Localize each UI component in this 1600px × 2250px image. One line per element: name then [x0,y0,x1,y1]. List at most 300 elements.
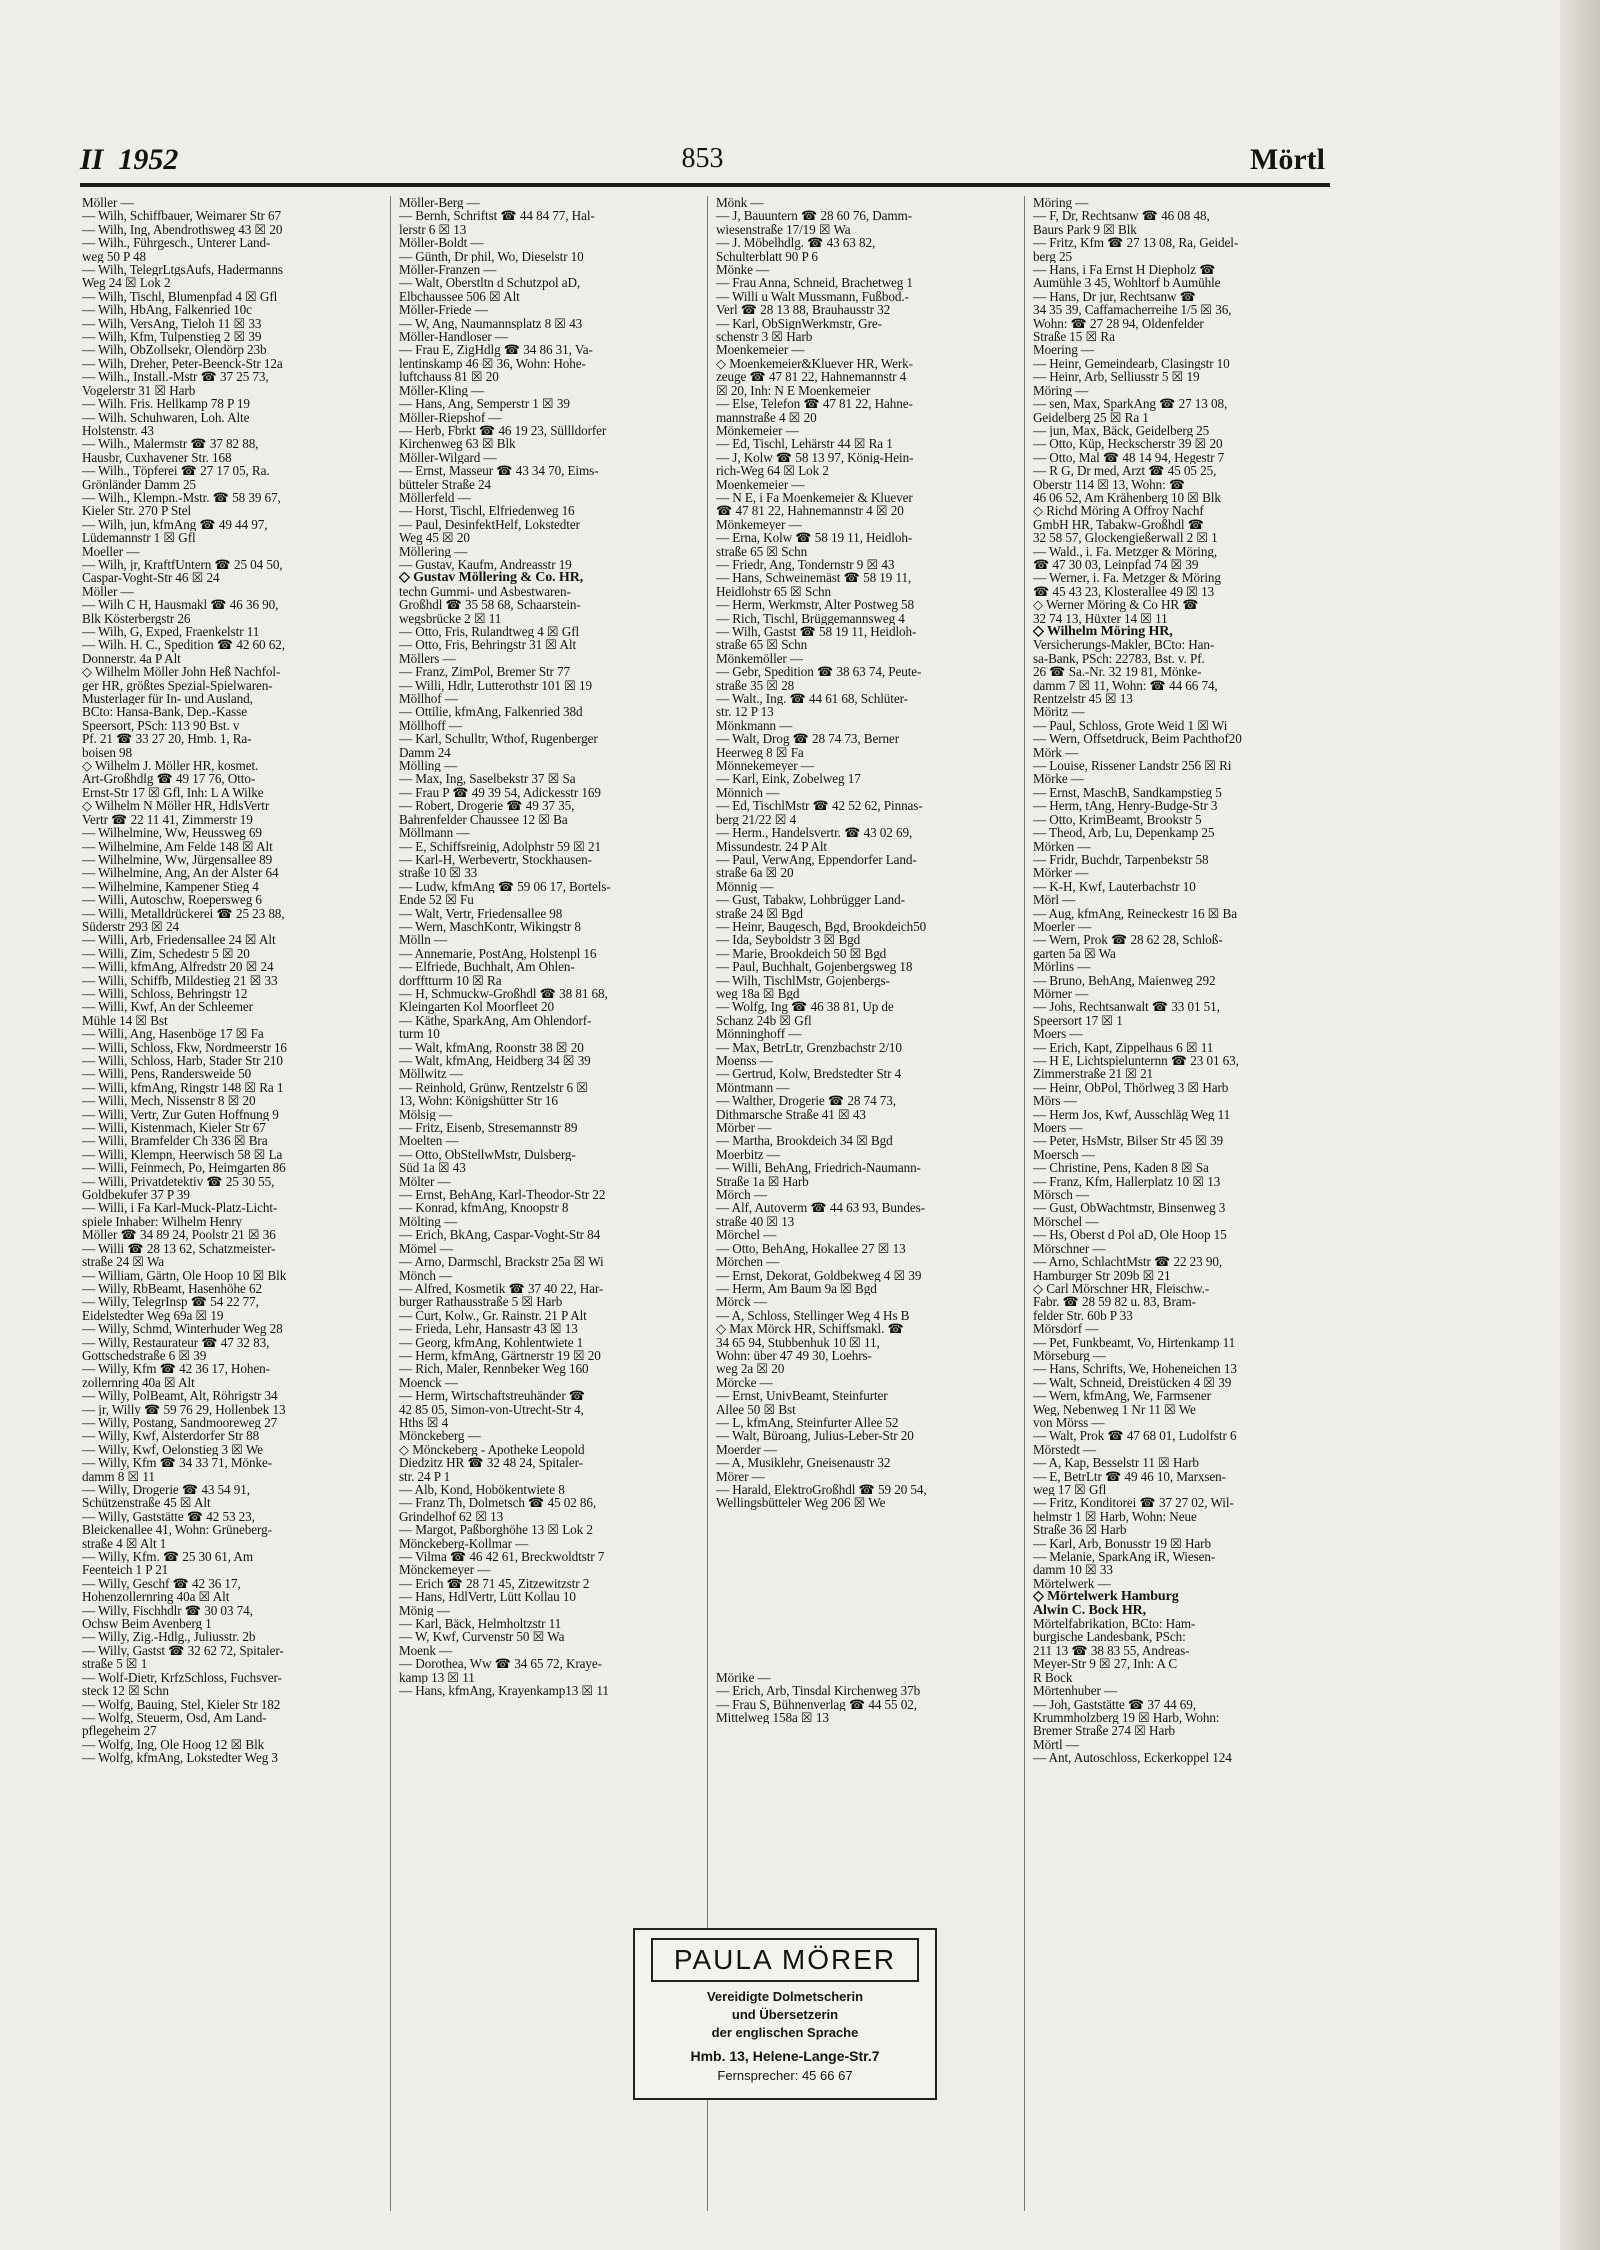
directory-entry-line: Bremer Straße 274 ☒ Harb [1033,1724,1175,1738]
directory-entry-line [716,1577,1016,1590]
directory-entry-line: — Wolf-Dietr, KrfzSchloss, Fuchsver- [82,1670,282,1685]
directory-entry-line: — Willy, TelegrInsp ☎ 54 22 77, [82,1295,259,1309]
directory-entry-line: — Wilh., Führgesch., Unterer Land- [82,236,271,250]
directory-entry-line: — K-H, Kwf, Lauterbachstr 10 [1033,879,1196,894]
directory-entry-line: ◇ Gustav Möllering & Co. HR, [399,571,584,585]
directory-entry-line: 211 13 ☎ 38 83 55, Andreas- [1033,1643,1190,1658]
directory-entry-line: — J, Kolw ☎ 58 13 97, König-Hein- [716,450,914,465]
directory-entry-line: — Heinr, ObPol, Thörlweg 3 ☒ Harb [1033,1080,1229,1095]
directory-entry-line: — Wilh, Ing, Abendrothsweg 43 ☒ 20 [82,222,283,237]
directory-entry-line: — Fritz, Konditorei ☎ 37 27 02, Wil- [1033,1496,1234,1510]
directory-entry-line: spiele Inhaber: Wilhelm Henry [82,1214,243,1229]
directory-entry-line: — L, kfmAng, Steinfurter Allee 52 [716,1415,899,1430]
directory-entry-line: straße 10 ☒ 33 [399,866,478,880]
directory-entry-line: — Wilh. Fris. Hellkamp 78 P 19 [82,397,250,411]
directory-column-3 [716,196,1016,2216]
directory-entry-line: — Ernst, Dekorat, Goldbekweg 4 ☒ 39 [716,1268,922,1282]
directory-entry-line: Heerweg 8 ☒ Fa [716,745,804,760]
directory-entry-line: Moenss — [716,1054,773,1068]
directory-entry-line: Möritz — [1033,705,1085,719]
directory-entry-line: — Willy, Gaststätte ☎ 42 53 23, [82,1509,255,1524]
directory-entry-line: — Willi, Metalldrückerei ☎ 25 23 88, [82,906,285,920]
ad-address: Hmb. 13, Helene-Lange-Str.7 [690,2048,880,2064]
directory-entry-line: wegsbrücke 2 ☒ 11 [399,611,502,625]
directory-entry-line: — Wilh, Dreher, Peter-Beenck-Str 12a [82,356,283,371]
directory-entry-line: Moenkemeier — [716,477,805,491]
directory-entry-line: — Fritz, Kfm ☎ 27 13 08, Ra, Geidel- [1033,236,1239,250]
directory-entry-line: ◇ Werner Möring & Co HR ☎ [1033,598,1199,612]
directory-entry-line: turm 10 [399,1027,440,1041]
directory-entry-line: Damm 24 [399,745,451,760]
directory-entry-line: Art-Großhdlg ☎ 49 17 76, Otto- [82,772,256,786]
directory-entry-line: ◇ Richd Möring A Offroy Nachf [1033,504,1204,518]
directory-entry-line: — H, Schmuckw-Großhdl ☎ 38 81 68, [399,986,608,1001]
directory-entry-line: Möring — [1033,196,1089,210]
directory-entry-line: Moelten — [399,1134,459,1148]
directory-entry-line: Möllerfeld — [399,490,471,505]
directory-entry-line: — Wolfg, Bauing, Stel, Kieler Str 182 [82,1697,281,1711]
directory-entry-line [716,1550,1016,1563]
directory-entry-line: BCto: Hansa-Bank, Dep.-Kasse [82,705,247,719]
directory-entry-line: straße 4 ☒ Alt 1 [82,1536,167,1551]
directory-entry-line: — Elfriede, Buchhalt, Am Ohlen- [399,960,575,974]
directory-entry-line: Moenk — [399,1643,453,1658]
directory-entry-line: ◇ Mönckeberg - Apotheke Leopold [399,1442,585,1457]
directory-entry-line: Mönkemeier — [716,423,799,438]
directory-entry-line: steck 12 ☒ Schn [82,1684,169,1698]
directory-entry-line: Mölln — [399,933,448,947]
directory-entry-line: Möllhoff — [399,718,462,733]
directory-entry-line: Musterlager für In- und Ausland, [82,692,253,706]
directory-entry-line: Möller-Berg — [399,196,480,210]
directory-entry-line: — Willi, Kistenmach, Kieler Str 67 [82,1121,266,1135]
directory-entry-line: — Karl-H, Werbevertr, Stockhausen- [399,852,592,867]
directory-entry-line: Speersort, PSch: 113 90 Bst. v [82,718,240,733]
directory-entry-line: — E, BetrLtr ☎ 49 46 10, Marxsen- [1033,1469,1226,1483]
directory-entry-line: Mönke — [716,263,770,277]
directory-entry-line: Mönkemeyer — [716,517,802,532]
directory-entry-line: — Willi, Kwf, An der Schleemer [82,1000,253,1014]
directory-entry-line: dorfftturm 10 ☒ Ra [399,973,502,987]
directory-entry-line: Möller-Boldt — [399,236,484,250]
directory-entry-line: — Wilh., Malermstr ☎ 37 82 88, [82,437,259,451]
directory-entry-line: R Bock [1033,1670,1073,1685]
directory-entry-line: — W, Kwf, Curvenstr 50 ☒ Wa [399,1630,565,1644]
ad-line-1: Vereidigte Dolmetscherin [706,1989,864,2004]
directory-entry-line: Wohn: über 47 49 30, Loehrs- [716,1348,872,1363]
directory-entry-line: — H E, Lichtspielunternn ☎ 23 01 63, [1033,1054,1239,1068]
directory-entry-line: boisen 98 [82,745,133,760]
directory-entry-line: 34 65 94, Stubbenhuk 10 ☒ 11, [716,1335,880,1349]
directory-entry-line: — Margot, Paßborghöhe 13 ☒ Lok 2 [399,1523,593,1537]
directory-entry-line: — Ernst, BehAng, Karl-Theodor-Str 22 [399,1188,606,1202]
directory-entry-line: — Wilh., Töpferei ☎ 27 17 05, Ra. [82,464,270,478]
directory-entry-line: rich-Weg 64 ☒ Lok 2 [716,464,829,478]
directory-entry-line: — Willy, Restaurateur ☎ 47 32 83, [82,1335,270,1349]
directory-entry-line: — Reinhold, Grünw, Rentzelstr 6 ☒ [399,1080,588,1095]
directory-entry-line: Straße 1a ☒ Harb [716,1174,809,1189]
directory-entry-line: — Willy, Kfm. ☎ 25 30 61, Am [82,1550,253,1564]
directory-entry-line: — Wilh, TelegrLtgsAufs, Hadermanns [82,263,283,277]
directory-entry-line: Mörtenhuber — [1033,1684,1118,1698]
directory-entry-line: — Willi, Hdlr, Lutterothstr 101 ☒ 19 [399,678,592,693]
directory-entry-line: — Wilhelmine, Ww, Jürgensallee 89 [82,852,273,867]
directory-entry-line: straße 24 ☒ Wa [82,1255,164,1269]
directory-entry-line: — Herm, Werkmstr, Alter Postweg 58 [716,598,915,612]
directory-entry-line: — Heinr, Gemeindearb, Clasingstr 10 [1033,356,1230,371]
directory-entry-line: — Wilh, Tischl, Blumenpfad 4 ☒ Gfl [82,289,278,304]
directory-entry-line: weg 18a ☒ Bgd [716,986,800,1001]
directory-entry-line: — Günth, Dr phil, Wo, Dieselstr 10 [399,249,584,264]
directory-entry-line: Speersort 17 ☒ 1 [1033,1013,1123,1028]
directory-entry-line: Wohn: ☎ 27 28 94, Oldenfelder [1033,316,1204,331]
directory-entry-line: Feenteich 1 P 21 [82,1563,169,1577]
directory-entry-line: — J. Möbelhdlg. ☎ 43 63 82, [716,236,876,250]
directory-entry-line: — N E, i Fa Moenkemeier & Kluever [716,490,913,505]
directory-entry-line: straße 40 ☒ 13 [716,1214,795,1229]
directory-entry-line: — Louise, Rissener Landstr 256 ☒ Ri [1033,759,1232,773]
directory-entry-line: — Wilh. H. C., Spedition ☎ 42 60 62, [82,638,285,652]
directory-entry-line: — Wilh, jun, kfmAng ☎ 49 44 97, [82,517,268,532]
directory-entry-line: Wellingsbütteler Weg 206 ☒ We [716,1496,886,1510]
directory-entry-line: Ende 52 ☒ Fu [399,893,474,907]
directory-entry-line: Möller — [82,196,134,210]
directory-entry-line: ◇ Wilhelm Möring HR, [1033,625,1173,639]
directory-entry-line: — Ernst, UnivBeamt, Steinfurter [716,1389,888,1403]
directory-entry-line: — Walt, kfmAng, Heidberg 34 ☒ 39 [399,1054,591,1068]
directory-entry-line: Moerler — [1033,919,1092,934]
directory-entry-line: Mönkmann — [716,718,793,733]
directory-entry-line: — E, Schiffsreinig, Adolphstr 59 ☒ 21 [399,839,602,853]
directory-entry-line: ☎ 47 81 22, Hahnemannstr 4 ☒ 20 [716,504,904,518]
directory-entry-line: Mörch — [716,1188,767,1202]
directory-entry-line: Möllhof — [399,692,458,706]
directory-entry-line: — Walt, Oberstltn d Schutzpol aD, [399,276,581,290]
directory-entry-line: — Willi, kfmAng, Alfredstr 20 ☒ 24 [82,960,274,974]
directory-entry-line: — Karl, Bäck, Helmholtzstr 11 [399,1617,562,1631]
directory-entry-line: — Otto, KrimBeamt, Brookstr 5 [1033,812,1202,827]
directory-columns [82,196,1330,2216]
directory-entry-line: Lüdemannstr 1 ☒ Gfl [82,531,196,545]
directory-entry-line: Süderstr 293 ☒ 24 [82,919,179,934]
directory-entry-line: ◇ Wilhelm Möller John Heß Nachfol- [82,665,281,679]
directory-entry-line: — Frau E, ZigHdlg ☎ 34 86 31, Va- [399,343,593,357]
directory-entry-line: Hohenzollernring 40a ☒ Alt [82,1590,230,1604]
directory-entry-line: — Theod, Arb, Lu, Depenkamp 25 [1033,826,1215,840]
directory-entry-line: — Herm, kfmAng, Gärtnerstr 19 ☒ 20 [399,1348,601,1363]
directory-entry-line: — Willy, RbBeamt, Hasenhöhe 62 [82,1281,262,1296]
directory-entry-line: damm 7 ☒ 11, Wohn: ☎ 44 66 74, [1033,678,1218,693]
directory-entry-line: — Hans, Schweinemäst ☎ 58 19 11, [716,571,912,585]
directory-entry-line: — Wilh, ObZollsekr, Olendörp 23b [82,343,267,357]
directory-entry-line: — Ernst, Masseur ☎ 43 34 70, Eims- [399,464,599,478]
directory-entry-line: — Pet, Funkbeamt, Vo, Hirtenkamp 11 [1033,1335,1236,1349]
directory-entry-line: straße 6a ☒ 20 [716,866,794,880]
directory-entry-line: Moers — [1033,1121,1083,1135]
directory-entry-line: Moerder — [716,1442,777,1457]
directory-entry-line: burger Rathausstraße 5 ☒ Harb [399,1295,563,1309]
guide-word: Mörtl [1250,143,1325,176]
directory-entry-line: Mönnich — [716,785,780,800]
directory-entry-line: mannstraße 4 ☒ 20 [716,410,817,424]
directory-entry-line: — Fridr, Buchdr, Tarpenbekstr 58 [1033,852,1209,867]
directory-entry-line: — Karl, ObSignWerkmstr, Gre- [716,316,882,331]
directory-entry-line: Pf. 21 ☎ 33 27 20, Hmb. 1, Ra- [82,732,252,746]
directory-entry-line: — Erich, Arb, Tinsdal Kirchenweg 37b [716,1684,921,1698]
directory-entry-line: — Willy, Schmd, Winterhuder Weg 28 [82,1322,283,1336]
directory-entry-line: damm 8 ☒ 11 [82,1469,155,1483]
directory-entry-line: — Wilhelmine, Am Felde 148 ☒ Alt [82,839,273,853]
directory-entry-line: — Hans, HdlVertr, Lütt Kollau 10 [399,1590,576,1604]
directory-entry-line: Mörsdorf — [1033,1322,1099,1336]
directory-entry-line: burgische Landesbank, PSch: [1033,1630,1186,1644]
directory-entry-line: Krummholzberg 19 ☒ Harb, Wohn: [1033,1710,1220,1725]
directory-entry-line: — Ed, TischlMstr ☎ 42 52 62, Pinnas- [716,799,923,813]
directory-entry-line: 32 74 13, Hüxter 14 ☒ 11 [1033,611,1168,625]
directory-entry-line: Allee 50 ☒ Bst [716,1402,796,1416]
directory-entry-line: Straße 36 ☒ Harb [1033,1523,1127,1537]
directory-entry-line: Rentzelstr 45 ☒ 13 [1033,692,1133,706]
directory-entry-line: — J, Bauuntern ☎ 28 60 76, Damm- [716,209,912,223]
directory-entry-line: — Willy, Kwf, Oelonstieg 3 ☒ We [82,1442,263,1457]
directory-entry-line: — Karl, Schulltr, Wthof, Rugenberger [399,732,598,746]
directory-entry-line: Ochsw Beim Avenberg 1 [82,1617,212,1631]
directory-entry-line: Mörker — [1033,866,1089,880]
directory-entry-line [716,1604,1016,1617]
directory-entry-line: Mörtelfabrikation, BCto: Ham- [1033,1617,1196,1631]
directory-entry-line: zeuge ☎ 47 81 22, Hahnemannstr 4 [716,370,907,384]
directory-entry-line: — Herm, tAng, Henry-Budge-Str 3 [1033,799,1218,813]
directory-entry-line: Möller-Kling — [399,383,485,398]
directory-entry-line: ◇ Max Mörck HR, Schiffsmakl. ☎ [716,1322,904,1336]
directory-entry-line: ☎ 47 30 03, Leinpfad 74 ☒ 39 [1033,557,1199,572]
year-label: 1952 [118,143,179,176]
directory-entry-line: Mörner — [1033,986,1089,1001]
directory-entry-line: — Wilh C H, Hausmakl ☎ 46 36 90, [82,598,279,612]
directory-entry-line: Goldbekufer 37 P 39 [82,1188,190,1202]
directory-entry-line: Heidlohstr 65 ☒ Schn [716,584,831,599]
directory-entry-line: 46 06 52, Am Krähenberg 10 ☒ Blk [1033,490,1221,505]
directory-entry-line: — W, Ang, Naumannsplatz 8 ☒ 43 [399,316,583,331]
directory-entry-line: — Hans, Dr jur, Rechtsanw ☎ [1033,289,1196,304]
directory-entry-line: — Wilhelmine, Kampener Stieg 4 [82,879,259,894]
directory-entry-line: von Mörss — [1033,1415,1105,1430]
directory-entry-line: Verl ☎ 28 13 88, Brauhausstr 32 [716,303,891,317]
directory-entry-line: Vogelerstr 31 ☒ Harb [82,383,196,398]
directory-entry-line: damm 10 ☒ 33 [1033,1563,1113,1577]
directory-entry-line: Mörschel — [1033,1214,1099,1229]
directory-entry-line: Mönckeberg-Kollmar — [399,1536,529,1551]
directory-entry-line: — Wilhelmine, Ww, Heussweg 69 [82,826,262,840]
directory-entry-line: — Wilh, Gastst ☎ 58 19 11, Heidloh- [716,625,917,639]
directory-entry-line: Kleingarten Kol Moorfleet 20 [399,1000,555,1014]
directory-entry-line: Moenck — [399,1375,458,1390]
directory-entry-line: Mörken — [1033,839,1091,853]
directory-entry-line: Dithmarsche Straße 41 ☒ 43 [716,1107,866,1122]
directory-entry-line: — Willy, Fischhdlr ☎ 30 03 74, [82,1603,253,1618]
directory-entry-line: Geidelberg 25 ☒ Ra 1 [1033,410,1149,424]
directory-entry-line: bütteler Straße 24 [399,477,491,491]
directory-entry-line: Fabr. ☎ 28 59 82 u. 83, Bram- [1033,1295,1196,1309]
directory-entry-line: — Walt, Büroang, Julius-Leber-Str 20 [716,1429,914,1443]
ad-phone: Fernsprecher: 45 66 67 [717,2068,853,2083]
directory-entry-line: GmbH HR, Tabakw-Großhdl ☎ [1033,517,1204,532]
directory-entry-line: Mörchen — [716,1255,780,1269]
page-number: 853 [681,143,724,174]
directory-entry-line: — Rich, Tischl, Brüggemannsweg 4 [716,611,905,625]
directory-entry-line [716,1537,1016,1550]
directory-entry-line: — Wern, Offsetdruck, Beim Pachthof20 [1033,732,1242,746]
directory-entry-line: — Otto, ObStellwMstr, Dulsberg- [399,1147,576,1162]
directory-entry-line: — Erich ☎ 28 71 45, Zitzewitzstr 2 [399,1576,590,1591]
directory-entry-line: Weg 24 ☒ Lok 2 [82,276,171,290]
directory-entry-line: Mörber — [716,1121,772,1135]
directory-entry-line: straße 5 ☒ 1 [82,1657,148,1671]
directory-entry-line: — Curt, Kolw., Gr. Rainstr. 21 P Alt [399,1308,587,1323]
directory-entry-line: — Heinr, Arb, Selliusstr 5 ☒ 19 [1033,370,1200,384]
directory-entry-line: — Walt, Prok ☎ 47 68 01, Ludolfstr 6 [1033,1429,1237,1443]
directory-entry-line: Mölsig — [399,1107,453,1122]
directory-entry-line: Mörsch — [1033,1188,1089,1202]
directory-entry-line: Vertr ☎ 22 11 41, Zimmerstr 19 [82,812,253,827]
directory-entry-line [716,1590,1016,1603]
directory-entry-line: garten 5a ☒ Wa [1033,946,1116,961]
directory-entry-line: — Willi u Walt Mussmann, Fußbod.- [716,289,909,304]
directory-entry-line: — Herm., Handelsvertr. ☎ 43 02 69, [716,826,913,840]
directory-entry-line: Möller ☎ 34 89 24, Poolstr 21 ☒ 36 [82,1228,276,1242]
directory-entry-line: — Franz Th, Dolmetsch ☎ 45 02 86, [399,1496,597,1510]
directory-entry-line: — Otto, Fris, Behringstr 31 ☒ Alt [399,638,577,652]
directory-entry-line: Mölling — [399,759,458,773]
directory-entry-line: Versicherungs-Makler, BCto: Han- [1033,638,1215,652]
directory-entry-line: — Wilh, Schiffbauer, Weimarer Str 67 [82,209,282,223]
directory-entry-line [716,1657,1016,1670]
directory-entry-line: — Friedr, Ang, Tondernstr 9 ☒ 43 [716,557,895,572]
directory-entry-line: Mönckemeyer — [399,1563,491,1577]
directory-entry-line: Mörchel — [716,1228,777,1242]
directory-entry-line [716,1617,1016,1630]
directory-entry-line: — Wolfg, Ing, Ole Hoog 12 ☒ Blk [82,1737,265,1752]
directory-entry-line: — Gertrud, Kolw, Bredstedter Str 4 [716,1067,902,1081]
directory-entry-line: — Willi, BehAng, Friedrich-Naumann- [716,1161,921,1175]
directory-entry-line: Bleickenallee 41, Wohn: Grüneberg- [82,1523,272,1537]
directory-entry-line: — Wilh., Klempn.-Mstr. ☎ 58 39 67, [82,490,281,505]
directory-entry-line: berg 25 [1033,249,1072,264]
directory-entry-line [716,1563,1016,1576]
directory-entry-line: ◇ Carl Mörschner HR, Fleischw.- [1033,1281,1210,1296]
directory-entry-line: luftchauss 81 ☒ 20 [399,370,499,384]
directory-entry-line: ◇ Moenkemeier&Kluever HR, Werk- [716,356,913,371]
directory-entry-line: Weg, Nebenweg 1 Nr 11 ☒ We [1033,1402,1196,1416]
page-header [80,135,1325,185]
directory-entry-line: ger HR, größtes Spezial-Spielwaren- [82,678,273,693]
directory-entry-line: Großhdl ☎ 35 58 68, Schaarstein- [399,598,581,612]
directory-entry-line: — Wilh, G, Exped, Fraenkelstr 11 [82,625,260,639]
directory-entry-line: — Wilh, jr, KraftfUntern ☎ 25 04 50, [82,557,283,572]
directory-entry-line: — Bernh, Schriftst ☎ 44 84 77, Hal- [399,209,595,223]
directory-entry-line: — Joh, Gaststätte ☎ 37 44 69, [1033,1697,1196,1711]
directory-entry-line: — Frau P ☎ 49 39 54, Adickesstr 169 [399,785,601,800]
directory-entry-line: — Willi, Schloss, Harb, Stader Str 210 [82,1054,283,1068]
advertisement-box [633,1928,937,2100]
directory-entry-line: Weg 45 ☒ 20 [399,531,470,545]
directory-entry-line: — Hans, Schrifts, We, Hoheneichen 13 [1033,1362,1237,1376]
directory-entry-line: — Otto, Fris, Rulandtweg 4 ☒ Gfl [399,625,580,639]
directory-entry-line: Zimmerstraße 21 ☒ 21 [1033,1067,1154,1081]
directory-entry-line: 34 35 39, Caffamacherreihe 1/5 ☒ 36, [1033,303,1232,317]
directory-entry-line: Möllmann — [399,826,470,840]
directory-entry-line: Missundestr. 24 P Alt [716,839,827,853]
directory-entry-line: — Walt, Vertr, Friedensallee 98 [399,906,563,920]
directory-entry-line: Mörseburg — [1033,1348,1107,1363]
directory-entry-line: — Willi, Privatdetektiv ☎ 25 30 55, [82,1174,275,1189]
directory-entry-line: Möller-Franzen — [399,263,497,277]
directory-entry-line: — Max, BetrLtr, Grenzbachstr 2/10 [716,1040,902,1054]
directory-entry-line: Kieler Str. 270 P Stel [82,504,192,518]
directory-entry-line: — Franz, Kfm, Hallerplatz 10 ☒ 13 [1033,1174,1221,1189]
directory-entry-line: — Willi, Vertr, Zur Guten Hoffnung 9 [82,1107,279,1122]
directory-entry-line: — Wolfg, Ing ☎ 46 38 81, Up de [716,1000,894,1014]
directory-entry-line: Hamburger Str 209b ☒ 21 [1033,1268,1171,1282]
directory-entry-line: — Käthe, SparkAng, Am Ohlendorf- [399,1013,592,1028]
directory-entry-line: — Willi, Klempn, Heerwisch 58 ☒ La [82,1147,283,1162]
directory-entry-line: — F, Dr, Rechtsanw ☎ 46 08 48, [1033,209,1210,223]
directory-entry-line: Mörk — [1033,745,1079,760]
directory-entry-line: — Paul, Buchhalt, Gojenbergsweg 18 [716,960,913,974]
directory-entry-line: — Horst, Tischl, Elfriedenweg 16 [399,504,575,518]
directory-entry-line: — Willi, kfmAng, Ringstr 148 ☒ Ra 1 [82,1080,284,1095]
directory-entry-line: Mörer — [716,1469,765,1483]
ad-line-3: der englischen Sprache [711,2025,859,2040]
directory-entry-line: — Willi, Pens, Randersweide 50 [82,1067,252,1081]
directory-entry-line: Mörck — [716,1295,767,1309]
directory-entry-line: Grindelhof 62 ☒ 13 [399,1509,504,1524]
directory-entry-line: 32 58 57, Glockengießerwall 2 ☒ 1 [1033,531,1218,545]
directory-entry-line: schenstr 3 ☒ Harb [716,330,813,344]
directory-entry-line: ◇ Mörtelwerk Hamburg [1033,1590,1179,1604]
directory-entry-line: zollernring 40a ☒ Alt [82,1375,195,1390]
directory-entry-line: — Johs, Rechtsanwalt ☎ 33 01 51, [1033,1000,1220,1014]
directory-entry-line: — Herm Jos, Kwf, Ausschläg Weg 11 [1033,1107,1231,1122]
directory-entry-line: — Wilh. Schuhwaren, Loh. Alte [82,410,250,424]
directory-entry-line: Mörschner — [1033,1241,1106,1256]
directory-entry-line: — Alf, Autoverm ☎ 44 63 93, Bundes- [716,1201,925,1215]
directory-entry-line: Mönk — [716,196,764,210]
directory-entry-line: lerstr 6 ☒ 13 [399,222,467,237]
directory-entry-line: Möller-Riepshof — [399,410,502,424]
directory-entry-line: — Herm, Wirtschaftstreuhänder ☎ [399,1389,586,1403]
directory-entry-line: berg 21/22 ☒ 4 [716,812,797,827]
directory-entry-line: — R G, Dr med, Arzt ☎ 45 05 25, [1033,464,1217,478]
directory-entry-line: — Willi, Schloss, Behringstr 12 [82,986,248,1001]
directory-entry-line: Alwin C. Bock HR, [1033,1603,1147,1618]
directory-entry-line: Mörcke — [716,1375,773,1390]
directory-entry-line: — jr, Willy ☎ 59 76 29, Hollenbek 13 [82,1402,286,1416]
directory-entry-line: — Wilhelmine, Ang, An der Alster 64 [82,866,279,880]
directory-entry-line: — Willy, Kfm ☎ 42 36 17, Hohen- [82,1362,270,1376]
directory-entry-line: — Wilh, VersAng, Tieloh 11 ☒ 33 [82,316,262,331]
directory-entry-line: felder Str. 60b P 33 [1033,1308,1133,1323]
directory-entry-line: Mühle 14 ☒ Bst [82,1013,168,1028]
directory-entry-line [716,1523,1016,1536]
directory-entry-line: Mörtelwerk — [1033,1576,1111,1591]
directory-entry-line: str. 24 P 1 [399,1469,451,1483]
directory-entry-line: Möller-Friede — [399,303,488,317]
directory-entry-line: Schanz 24b ☒ Gfl [716,1013,812,1028]
directory-entry-line: — William, Gärtn, Ole Hoop 10 ☒ Blk [82,1268,287,1282]
directory-entry-line: Möller-Handloser — [399,330,508,344]
directory-entry-line: Holstenstr. 43 [82,423,154,438]
